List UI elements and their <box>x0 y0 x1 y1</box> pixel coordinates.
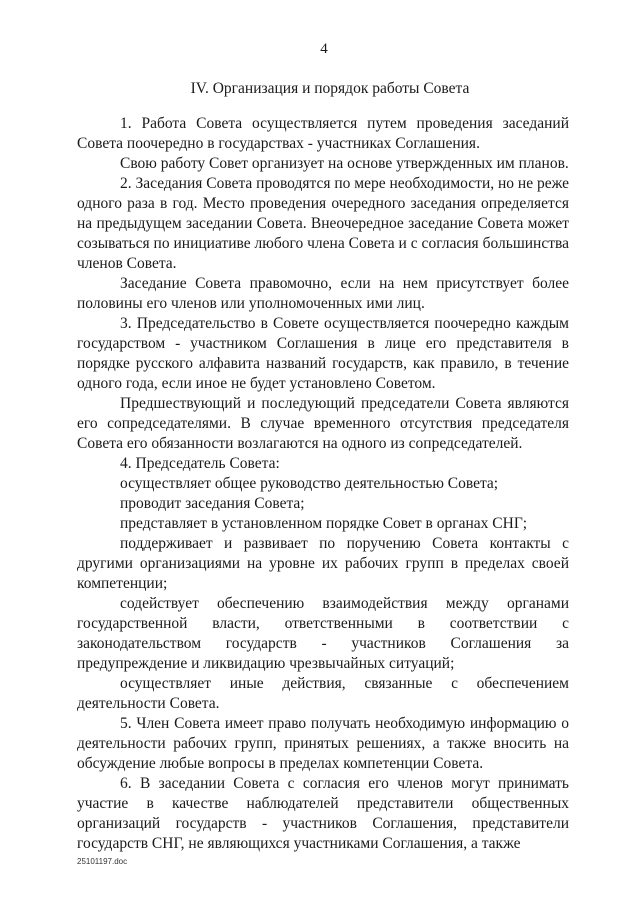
paragraph: проводит заседания Совета; <box>120 495 305 512</box>
paragraph: поддерживает и развивает по поручению Совета контакты с другими организациями на уровне их рабочих групп в пределах своей компетенции; <box>77 535 569 592</box>
document-body <box>77 114 569 854</box>
section-heading: IV. Организация и порядок работы Совета <box>190 80 470 97</box>
paragraph: 5. Член Совета имеет право получать необходимую информацию о деятельности рабочих групп, принятых решениях, а также вносить на обсуждение любые вопросы в пределах компетенции Совета. <box>77 715 569 772</box>
paragraph: 3. Председательство в Совете осуществляется поочередно каждым государством - участником Соглашения в лице его представителя в порядке русского алфавита названий государств, как правило, в течение одного года, если иное не будет установлено Советом. <box>77 315 569 392</box>
paragraph: 1. Работа Совета осуществляется путем проведения заседаний Совета поочередно в государствах - участниках Соглашения. <box>77 115 569 152</box>
paragraph: осуществляет общее руководство деятельностью Совета; <box>120 475 499 492</box>
footer-filename: 25101197.doc <box>77 857 128 866</box>
paragraph: Предшествующий и последующий председатели Совета являются его сопредседателями. В случае временного отсутствия председателя Совета его обязанности возлагаются на одного из сопредседателей. <box>77 395 569 452</box>
paragraph: 4. Председатель Совета: <box>120 455 280 472</box>
paragraph: представляет в установленном порядке Совет в органах СНГ; <box>120 515 528 532</box>
page-number: 4 <box>320 41 328 57</box>
paragraph: Свою работу Совет организует на основе утвержденных им планов. <box>120 155 569 172</box>
paragraph: 2. Заседания Совета проводятся по мере необходимости, но не реже одного раза в год. Место проведения очередного заседания определяется на предыдущем заседании Совета. Внеочередное заседание Совета может созываться по инициативе любого члена Совета и с согласия большинства членов Совета. <box>77 175 569 272</box>
paragraph: Заседание Совета правомочно, если на нем присутствует более половины его членов или уполномоченных ими лиц. <box>77 275 569 312</box>
paragraph: содействует обеспечению взаимодействия между органами государственной власти, ответственными в соответствии с законодательством государств - участников Соглашения за предупреждение и ликвидацию чрезвычайных ситуаций; <box>77 595 569 672</box>
paragraph: 6. В заседании Совета с согласия его членов могут принимать участие в качестве наблюдателей представители общественных организаций государств - участников Соглашения, представители государств СНГ, не являющихся участниками Соглашения, а также <box>77 775 569 852</box>
paragraph: осуществляет иные действия, связанные с обеспечением деятельности Совета. <box>77 675 569 712</box>
